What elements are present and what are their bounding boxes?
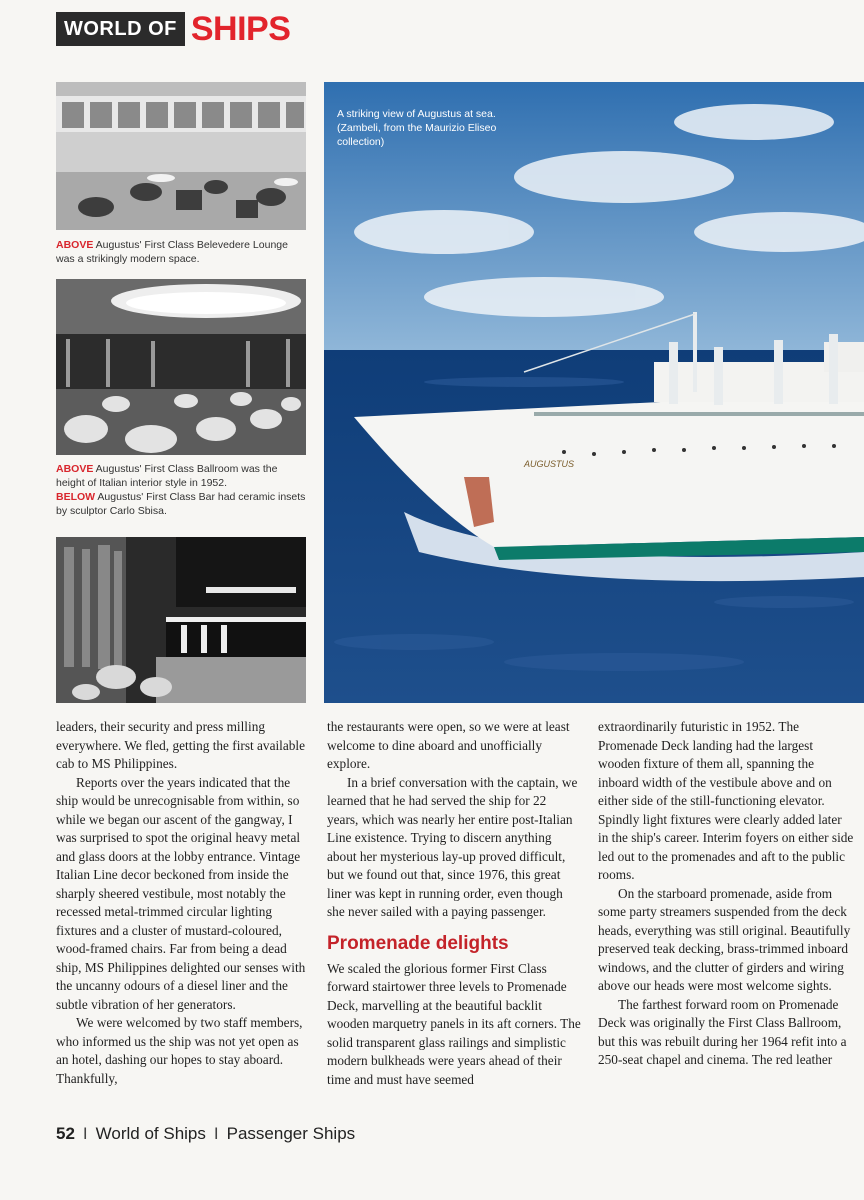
footer-separator: I	[213, 1124, 219, 1143]
paragraph: leaders, their security and press milling everywhere. We fled, getting the first available cab to MS Philippines.	[56, 719, 306, 771]
photo-augustus-at-sea	[324, 82, 864, 703]
photo-first-class-bar	[56, 537, 306, 703]
paragraph: On the starboard promenade, aside from some party streamers suspended from the deck heads, everything was still original. Beautifully preserved teak decking, brass-trimmed inboard windows, and the clutter of girders and wiring above our heads were most welcome sights.	[598, 885, 851, 993]
paragraph: We were welcomed by two staff members, who informed us the ship was not yet open as an hotel, dashing our hopes to stay aboard. Thankfully,	[56, 1015, 303, 1086]
article-column-1	[56, 718, 308, 1088]
caption-ballroom	[56, 462, 306, 518]
hull-name: AUGUSTUS	[524, 459, 575, 469]
article-column-2	[327, 718, 581, 1089]
photo-ballroom	[56, 279, 306, 455]
article-column-3	[598, 718, 854, 1070]
magazine-header	[56, 12, 290, 46]
caption-hero: A striking view of Augustus at sea. (Zambeli, from the Maurizio Eliseo collection)	[337, 108, 497, 148]
paragraph: Reports over the years indicated that the ship would be unrecognisable from within, so while we began our ascent of the gangway, I was surprised to spot the original heavy metal and glass doors at the lobby entrance. Vintage Italian Line decor beckoned from inside the sharply sheered vestibule, most notably the recessed metal-trimmed circular lighting fixtures and a cluster of mustard-coloured, wood-framed chairs. Far from being a dead ship, MS Philippines delighted our senses with the uncanny odours of a diesel liner and the subtle vibration of her generators.	[56, 774, 306, 1012]
caption-belvedere	[56, 238, 306, 266]
brand-main: SHIPS	[190, 10, 291, 48]
footer-separator: I	[82, 1124, 88, 1143]
page-footer	[56, 1124, 355, 1144]
caption-text: Augustus' First Class Belevedere Lounge was a strikingly modern space.	[56, 239, 288, 265]
brand-prefix: WORLD OF	[56, 12, 185, 46]
paragraph: extraordinarily futuristic in 1952. The Promenade Deck landing had the largest wooden fixture of them all, spanning the inboard width of the vestibule above and on either side of the still-functioning elevator. Spindly light fixtures were clearly added later in the ship's career. Interim foyers on either side led out to the promenades and aft to the public rooms.	[598, 719, 854, 882]
page-number: 52	[56, 1124, 75, 1143]
section-name: Passenger Ships	[226, 1124, 356, 1143]
caption-text: Augustus' First Class Ballroom was the height of Italian interior style in 1952.	[56, 463, 278, 489]
paragraph: In a brief conversation with the captain, we learned that he had served the ship for 22 years, which was nearly her entire post-Italian Line existence. Trying to discern anything about her mysterious lay-up proved difficult, but we found out that, since 1976, this great liner was kept in running order, even though she never sailed with a paying passenger.	[327, 774, 578, 919]
paragraph: the restaurants were open, so we were at least welcome to dine aboard and unofficially explore.	[327, 719, 570, 771]
caption-keyword: ABOVE	[56, 463, 94, 475]
paragraph: The farthest forward room on Promenade Deck was originally the First Class Ballroom, but this was rebuilt during her 1964 refit into a 250-seat chapel and cinema. The red leather	[598, 996, 847, 1067]
subheading: Promenade delights	[327, 932, 509, 954]
photo-belvedere-lounge	[56, 82, 306, 230]
paragraph: We scaled the glorious former First Class forward stairtower three levels to Promenade Deck, marvelling at the beautiful backlit wooden marquetry panels in its aft corners. The solid transparent glass railings and simplistic modern bulkheads were years ahead of their time and must have seemed	[327, 960, 581, 1087]
magazine-name: World of Ships	[95, 1124, 206, 1143]
caption-keyword-below: BELOW	[56, 491, 96, 503]
caption-keyword: ABOVE	[56, 239, 94, 251]
caption-text-below: Augustus' First Class Bar had ceramic insets by sculptor Carlo Sbisa.	[56, 491, 306, 517]
